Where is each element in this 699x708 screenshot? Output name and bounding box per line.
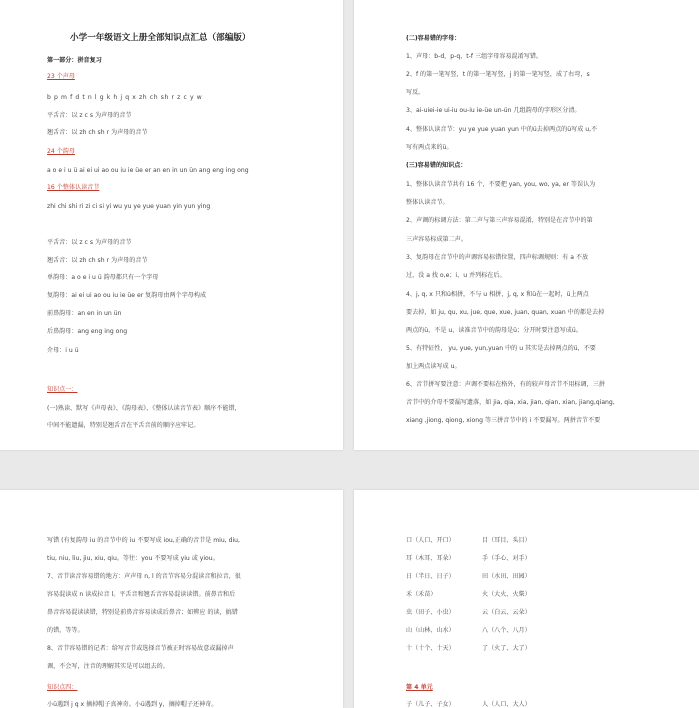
- vocab-left: 日（半日、日子）: [406, 573, 455, 580]
- vocab-right: 手（手心、对手）: [482, 555, 531, 562]
- text-line: 调，不会写，注音的理解其实是可以组去的。: [47, 663, 169, 670]
- part-heading: 第一部分：拼音复习: [47, 57, 102, 64]
- section-heading-finals: 24 个韵母: [47, 148, 75, 155]
- text-line: 介母：i u ü: [47, 347, 79, 354]
- vocab-right: 人（人口、大人）: [482, 701, 531, 708]
- initials-list: b p m f d t n l g k h j q x zh ch sh r z c y w: [47, 94, 203, 101]
- text-line: 3、ai-uiei-ie ui-iu ou-iu ie-üe un-ün 几组韵母的字形区分清。: [406, 107, 581, 114]
- vocab-left: 子（儿子、子女）: [406, 701, 455, 708]
- document-page-3: [0, 490, 343, 708]
- text-line: (一)熟读、默写《声母表》、《韵母表》、《整体认读音节表》顺序不能错，: [47, 405, 241, 412]
- text-line: 前鼻韵母：an en in un ün: [47, 310, 122, 317]
- text-line: 复韵母：ai ei ui ao ou iu ie üe er 复韵母由两个字母构成: [47, 292, 207, 299]
- text-line: 平舌音：以 z c s 为声母的音节: [47, 239, 132, 246]
- vocab-right: 云（白云、云朵）: [482, 609, 531, 616]
- text-line: 翘舌音：以 zh ch sh r 为声母的音节: [47, 129, 148, 136]
- vocab-right: 田（水田、田园）: [482, 573, 531, 580]
- document-page-4: [354, 490, 699, 708]
- text-line: 7、音节读音容易错的地方：声声母 n, l 的音节容易分混读音和拉音，很: [47, 573, 241, 580]
- text-line: (二)容易错的字母：: [406, 35, 461, 42]
- text-line: 三声容易标成第二声。: [406, 236, 467, 243]
- text-line: 容易混读成 n 读成拉音 l。平舌音和翘舌音容易混读读错。前鼻音和后: [47, 591, 236, 598]
- text-line: 4、j, q, x 只和ü相拼，不与 u 相拼，j, q, x 和ü在一起时，ü上两点: [406, 291, 589, 298]
- finals-list: a o e i u ü ai ei ui ao ou iu ie üe er an en in un ün ang eng ing ong: [47, 167, 249, 174]
- text-line: 加上两点读写成 u。: [406, 363, 461, 370]
- text-line: 过，没 a 找 o,e；i、u 并列标在后。: [406, 272, 506, 279]
- text-line: xiang ,jiong, qiong, xiong 等三拼音节中的 i 不要漏写。两拼音节不要: [406, 417, 601, 424]
- text-line: 单韵母：a o e i u ü 韵母都只有一个字母: [47, 274, 159, 281]
- vocab-left: 十（十个、十天）: [406, 645, 455, 652]
- vocab-right: 火（大火、火柴）: [482, 591, 531, 598]
- whole-syllables-list: zhi chi shi ri zi ci si yi wu yu ye yue yuan yin yun ying: [47, 203, 211, 210]
- document-page-2: [354, 0, 699, 450]
- vocab-left: 禾（禾苗）: [406, 591, 437, 598]
- vocab-left: 耳（木耳、耳朵）: [406, 555, 455, 562]
- page-title: 小学一年级语文上册全部知识点汇总（部编版）: [70, 33, 251, 43]
- text-line: 平舌音：以 z c s 为声母的音节: [47, 112, 132, 119]
- section-heading: 知识点四：: [47, 684, 78, 691]
- document-page-1: [0, 0, 343, 450]
- vocab-right: 八（八个、八月）: [482, 627, 531, 634]
- text-line: 小ü遇到 j q x 摘掉帽子真神奇。小ü遇到 y，摘掉帽子还神奇。: [47, 701, 218, 708]
- section-heading-initials: 23 个声母: [47, 73, 75, 80]
- text-line: 5、有特征性， yu, yue, yun,yuan 中的 u 其实是去掉两点的ü，不要: [406, 345, 596, 352]
- section-heading-knowledge: 知识点一：: [47, 386, 78, 393]
- text-line: 写错 (有复韵母 iu 的音节中的 iu 不要写成 iou,正确的音节是 miu, diu,: [47, 537, 240, 544]
- text-line: 4、整体认读音节：yu ye yue yuan yun 中的ü去掉两点的ü写成 u,不: [406, 126, 598, 133]
- vocab-left: 虫（田子、小虫）: [406, 609, 455, 616]
- text-line: 3、复韵母在音节中的声调容易标错位置，四声标调规则：有 a 不放: [406, 254, 589, 261]
- text-line: 写有两点来的ü。: [406, 144, 453, 151]
- vocab-left: 口（人口、开口）: [406, 537, 455, 544]
- text-line: 鼻音容易混读读错，特别是前鼻音容易读成后鼻音；如辨应 的读，搞错: [47, 609, 238, 616]
- text-line: 音节中的介母不要漏写遗落，如 jia, qia, xia, jian, qian, xian, jiang,qiang,: [406, 399, 615, 406]
- text-line: (三)容易错的知识点：: [406, 162, 467, 169]
- text-line: 1、声母：b-d，p-q，t-f 三组字母容易混淆写错。: [406, 53, 543, 60]
- text-line: 中间不能遗漏，特别是翘舌音在平舌音前的顺序应牢记。: [47, 422, 200, 429]
- text-line: 2、声调的标调方法：第二声与第三声容易混淆，特别是在音节中的第: [406, 217, 593, 224]
- text-line: 要去掉，如 ju, qu, xu, jue, que, xue, juan, quan, xuan 中的都是去掉: [406, 309, 605, 316]
- unit-heading: 第 4 单元: [406, 684, 433, 691]
- section-heading-whole: 16 个整体认读音节: [47, 184, 100, 191]
- text-line: 1、整体认读音节共有 16 个，不要把 yan, you, wo, ya, er 等误认为: [406, 181, 596, 188]
- text-line: 两点的ü，不是 u，读准音节中的韵母是ü；分开时要注意写成ü。: [406, 327, 582, 334]
- text-line: 翘舌音：以 zh ch sh r 为声母的音节: [47, 257, 148, 264]
- text-line: 2、f 的第一笔写竖，t 的第一笔写竖，j 的第一笔写竖，成了右弯，s: [406, 71, 590, 78]
- text-line: 整体认读音节。: [406, 199, 449, 206]
- text-line: 后鼻韵母：ang eng ing ong: [47, 328, 128, 335]
- vocab-right: 目（耳目、头目）: [482, 537, 531, 544]
- text-line: tiu, niu, liu, jiu, xiu, qiu。等往：you 不要写成 yiu 或 yiou。: [47, 555, 219, 562]
- vocab-left: 山（山林、山水）: [406, 627, 455, 634]
- text-line: 8、音节容易错的记者：给写音节或选择音节被正时容易故意或漏掉声: [47, 645, 234, 652]
- text-line: 的错，等等。: [47, 627, 84, 634]
- text-line: 写反。: [406, 89, 425, 96]
- text-line: 6、音节拼写要注意：声调不要标在格外，有的较声母音节不用标调，三拼: [406, 381, 605, 388]
- vocab-right: 了（火了、大了）: [482, 645, 531, 652]
